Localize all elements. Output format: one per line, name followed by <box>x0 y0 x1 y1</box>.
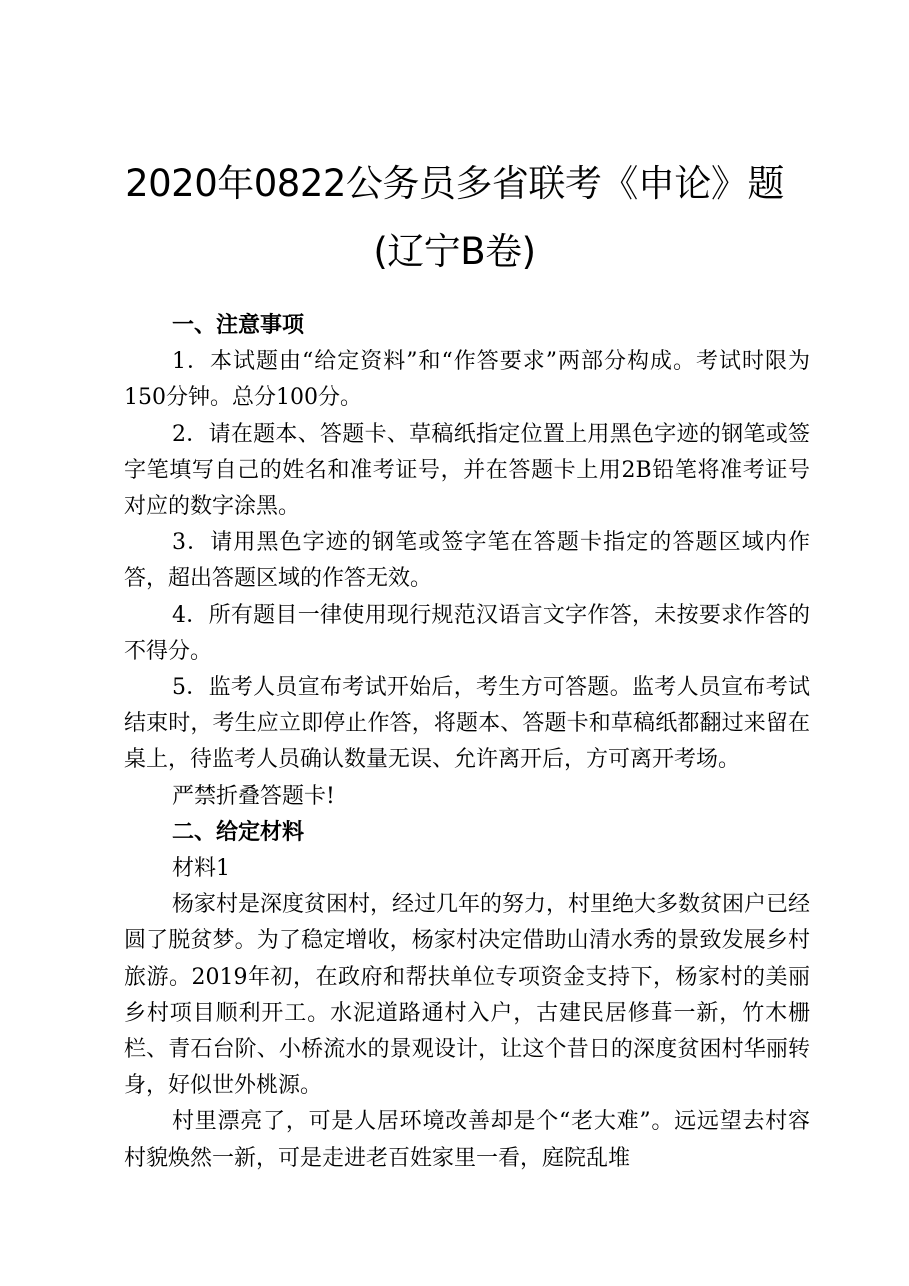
notice-item-1: 1．本试题由“给定资料”和“作答要求”两部分构成。考试时限为150分钟。总分100分。 <box>124 349 810 411</box>
document-body <box>124 308 810 1177</box>
material-paragraph-2: 村里漂亮了，可是人居环境改善却是个“老大难”。远远望去村容村貌焕然一新，可是走进老百姓家里一看，庭院乱堆 <box>124 1109 810 1171</box>
document-title: 2020年0822公务员多省联考《申论》题 <box>125 162 784 205</box>
section-heading-notices: 一、注意事项 <box>172 313 305 338</box>
material-paragraph-1: 杨家村是深度贫困村，经过几年的努力，村里绝大多数贫困户已经圆了脱贫梦。为了稳定增收，杨家村决定借助山清水秀的景致发展乡村旅游。2019年初，在政府和帮扶单位专项资金支持下，杨家村的美丽乡村项目顺利开工。水泥道路通村入户，古建民居修葺一新，竹木栅栏、青石台阶、小桥流水的景观设计，让这个昔日的深度贫困村华丽转身，好似世外桃源。 <box>124 892 811 1099</box>
document-subtitle: (辽宁B卷) <box>373 230 536 273</box>
warning-text: 严禁折叠答题卡! <box>172 783 335 809</box>
notice-item-2: 2．请在题本、答题卡、草稿纸指定位置上用黑色字迹的钢笔或签字笔填写自己的姓名和准考证号，并在答题卡上用2B铅笔将准考证号对应的数字涂黑。 <box>124 421 810 520</box>
notice-item-4: 4．所有题目一律使用现行规范汉语言文字作答，未按要求作答的不得分。 <box>124 602 810 664</box>
material-label: 材料1 <box>172 856 230 882</box>
section-heading-materials: 二、给定材料 <box>172 819 305 845</box>
notice-item-3: 3．请用黑色字迹的钢笔或签字笔在答题卡指定的答题区域内作答，超出答题区域的作答无效。 <box>124 530 810 592</box>
notice-item-5: 5．监考人员宣布考试开始后，考生方可答题。监考人员宣布考试结束时，考生应立即停止作答，将题本、答题卡和草稿纸都翻过来留在桌上，待监考人员确认数量无误、允许离开后，方可离开考场。 <box>124 675 810 773</box>
